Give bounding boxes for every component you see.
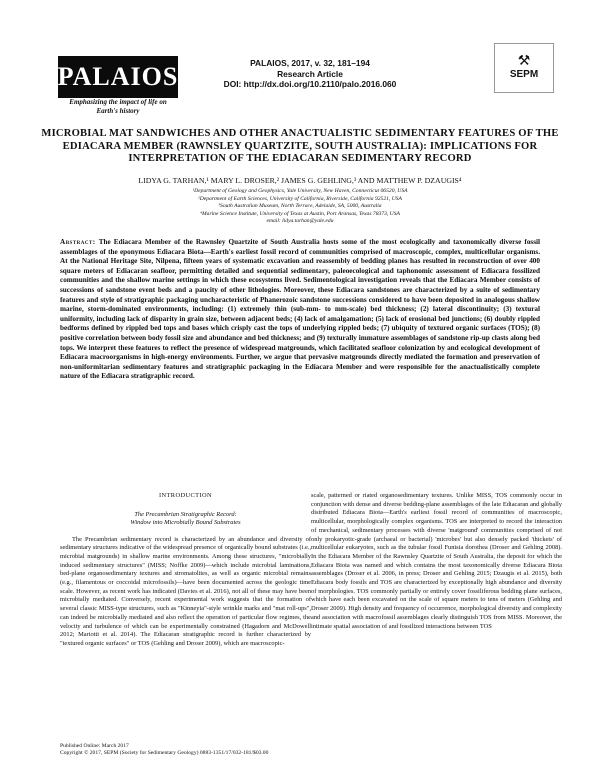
body-column-left: [60, 492, 311, 649]
society-logo-text: SEPM: [509, 69, 539, 80]
article-title: MICROBIAL MAT SANDWICHES AND OTHER ANACTUALISTIC SEDIMENTARY FEATURES OF THE EDIACARA MEMBER (RAWNSLEY QUARTZITE, SOUTH AUSTRALIA): IMPLICATIONS FOR INTERPRETATION OF THE EDIACARAN SEDIMENTARY RECORD: [41, 128, 559, 164]
journal-tagline: Emphasizing the impact of life on Earth's history: [69, 98, 167, 115]
society-logo: [494, 43, 554, 93]
copyright-line: Copyright © 2017, SEPM (Society for Sedimentary Geology) 0883-1351/17/032-181/$03.00: [60, 750, 269, 757]
author-email[interactable]: email: lidya.tarhan@yale.edu: [266, 218, 334, 224]
subsection-heading-line2: Window into Microbially Bound Substrates: [130, 519, 241, 527]
journal-logo: [58, 56, 178, 98]
abstract-text: The Ediacara Member of the Rawnsley Quartzite of South Australia hosts some of the most ecologically and taxonomically diverse fossil assemblages of the eponymous Ediacara Biota—Earth's earliest fossil record of communities comprised of macroscopic, complex, multicellular organisms. At the National Heritage Site, Nilpena, fifteen years of systematic excavation and reassembly of bedding planes has resulted in reconstruction of over 400 square meters of Ediacaran seafloor, permitting detailed and sequential sedimentary, paleoecological and taphonomic assessment of Ediacara fossilized communities and the shallow marine settings in which these ecosystems lived. Sedimentological investigation reveals that the Ediacara Member consists of successions of sandstone event beds and a paucity of other lithologies. Moreover, these Ediacara sandstones are characterized by a suite of sedimentary features and style of stratigraphic packaging uncharacteristic of Phanerozoic sandstone successions considered to have been deposited in analogous shallow marine, storm-dominated environments, including: (1) extremely thin (sub-mm- to mm-scale) bed thickness; (2) lateral discontinuity; (3) textural uniformity, including lack of disparity in grain size, between adjacent beds; (4) lack of amalgamation; (5) lack of erosional bed junctions; (6) doubly rippled bedforms defined by rippled bed tops and bases which crisply cast the tops of underlying rippled beds; (7) ubiquity of textured organic surfaces (TOS); (8) positive correlation between body fossil size and abundance and bed thickness; and (9) texturally immature assemblages of sandstone rip-up clasts along bed tops. We interpret these features to reflect the presence of widespread matgrounds, which facilitated seafloor colonization by and ecological development of Ediacara macroorganisms in high-energy environments. Further, we argue that pervasive matgrounds directly mediated the formation and preservation of non-uniformitarian sedimentary features and stratigraphic packaging in the Ediacara Member and were responsible for the anactualistically complete nature of the Ediacara stratigraphic record.: [60, 238, 541, 381]
author-list: LIDYA G. TARHAN,¹ MARY L. DROSER,² JAMES G. GEHLING,³ AND MATTHEW P. DZAUGIS⁴: [138, 176, 462, 185]
journal-info: [180, 58, 440, 90]
citation: PALAIOS, 2017, v. 32, 181–194: [250, 58, 370, 68]
affiliation-1: ¹Department of Geology and Geophysics, Yale University, New Haven, Connecticut 06520, USA: [192, 188, 408, 194]
affiliations: [90, 188, 510, 226]
section-heading: INTRODUCTION: [158, 492, 213, 499]
page-footer: [60, 743, 540, 757]
publication-date: Published Online: March 2017: [60, 743, 129, 749]
body-paragraph-left: The Precambrian sedimentary record is characterized by an abundance and diversity of sedimentary structures indicative of the widespread presence of organically bound substrates (i.e., microbial matgrounds) in shallow marine environments. Among these structures, "microbially induced sedimentary structures" (MISS; Noffke 2009)—which include microbial laminations, bed-plane organosedimentary textures and stromatolites, as well as organic microbial remains (e.g., filamentous or coccoidal microfossils)—have been documented across the geologic time scale. However, as recent work has indicated (Davies et al. 2016), not all of these may have been microbially mediated. Conversely, recent experimental work suggests that the formation of several classic MISS-type structures, such as "Kinneyia"-style wrinkle marks and "mat roll-ups", can indeed be microbially mediated and also reflect the operation of particular flow regimes, the velocity and turbulence of which can be experimentally constrained (Hagadorn and McDowell 2012; Mariotti et al. 2014). The Ediacaran stratigraphic record is further characterized by "textured organic surfaces" or TOS (Gehling and Droser 2009), which are macroscopic-: [60, 535, 311, 647]
subsection-heading-line1: The Precambrian Stratigraphic Record:: [134, 510, 237, 518]
society-emblem-icon: ⚒: [517, 54, 531, 69]
subsection-heading: [60, 511, 311, 528]
journal-logo-text: PALAIOS: [57, 62, 179, 91]
body-column-right: [311, 492, 562, 631]
abstract: [60, 238, 540, 382]
affiliation-4: ⁴Marine Science Institute, University of Texas at Austin, Port Aransas, Texas 78373, USA: [200, 210, 400, 217]
affiliation-2: ²Department of Earth Sciences, University of California, Riverside, California 92521, USA: [198, 195, 402, 202]
body-paragraph-right: scale, patterned or riated organosedimentary textures. Unlike MISS, TOS commonly occur in conjunction with dense and diverse bedding-plane assemblages of the late Ediacaran and globally distributed Ediacara Biota—Earth's earliest fossil record of communities of macroscopic, multicellular, morphologically complex organisms. TOS are interpreted to record the interaction of mechanical, sedimentary processes with diverse 'matground' communities comprised of not only prokaryotic-grade (archaeal or bacterial) 'microbes' but also densely packed 'thickets' of multicellular eukaryotes, such as the tubular fossil Funisia dorothea (Droser and Gehling 2008). In the Ediacara Member of the Rawnsley Quartzite of South Australia, the deposit for which the Ediacara Biota was named and which contains the most taxonomically diverse Ediacara Biota assemblages (Droser et al. 2006, in press; Droser and Gehling 2015; Dzaugis et al. 2015), both Ediacara body fossils and TOS are characterized by exceptionally high abundance and diversity of morphologies. TOS commonly partially or entirely cover fossiliferous bedding plane surfaces, which have each been excavated on the scale of square meters to tens of meters (Gehling and Droser 2009). High density and frequency of occurrence, morphological diversity and complexity and association with macrofossil assemblages clearly distinguish TOS from MISS. Moreover, the intimate spatial association of and fossilized interactions between TOS: [311, 492, 562, 630]
doi-link[interactable]: DOI: http://dx.doi.org/10.2110/palo.2016.060: [223, 79, 397, 89]
article-type: Research Article: [277, 68, 343, 79]
affiliation-3: ³South Australian Museum, North Terrace, Adelaide, SA, 5000, Australia: [218, 203, 382, 209]
abstract-label: Abstract:: [60, 238, 96, 246]
